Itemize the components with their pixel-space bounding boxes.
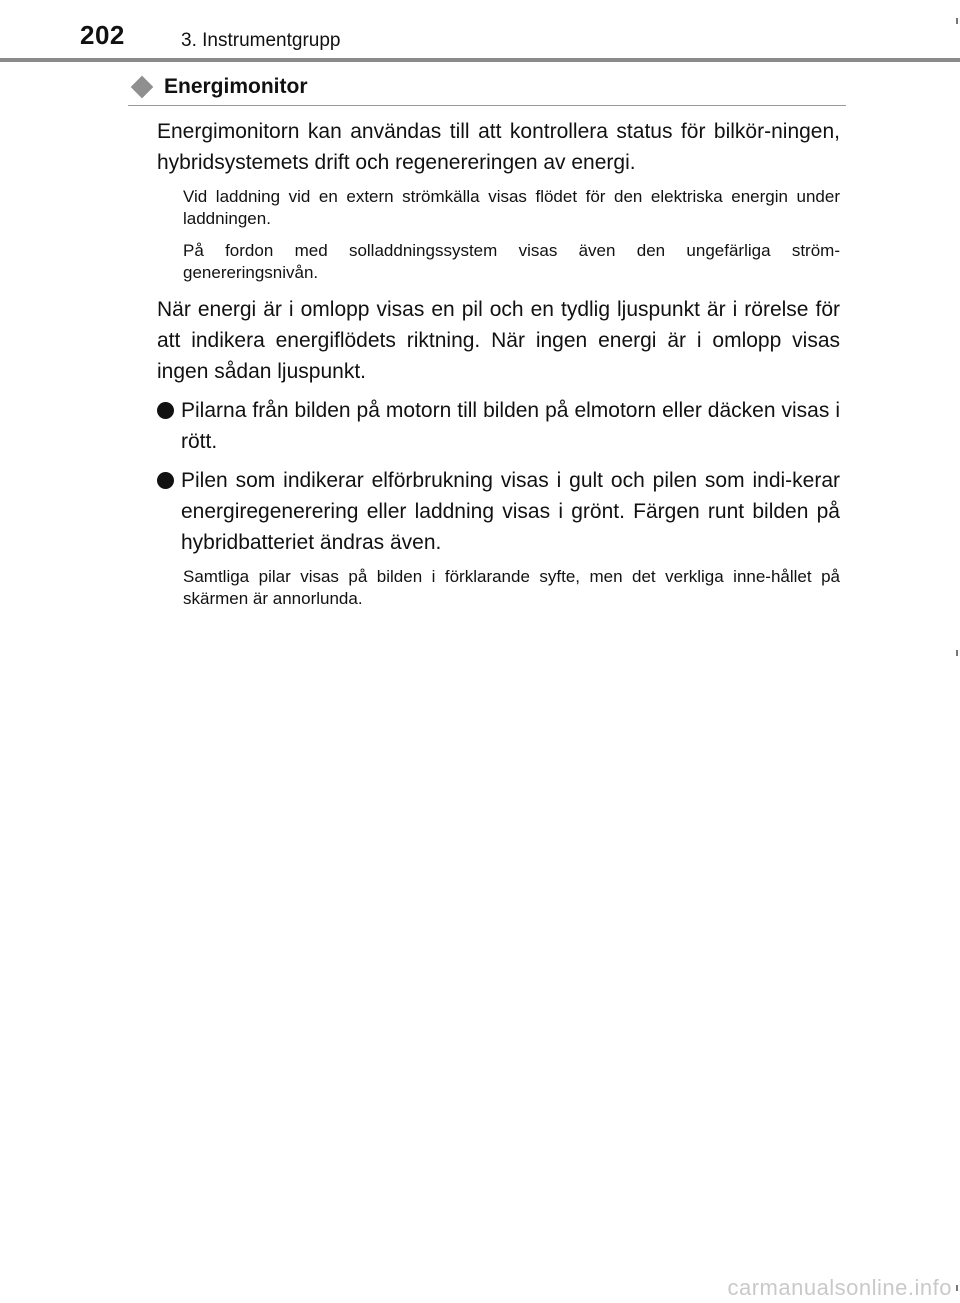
section-body	[157, 116, 840, 620]
bullet-item	[157, 465, 840, 558]
bullet-text: Pilen som indikerar elförbrukning visas i gult och pilen som indi-kerar energiregenerering eller laddning visas i grönt. Färgen runt bilden på hybridbatteriet ändras även.	[181, 469, 840, 554]
note-solar-charging: På fordon med solladdningssystem visas även den ungefärliga ström-genereringsnivån.	[183, 241, 840, 282]
section-title: Energimonitor	[164, 75, 308, 98]
bullet-item	[157, 395, 840, 457]
section-header	[128, 70, 846, 106]
bullet-text: Pilarna från bilden på motorn till bilden på elmotorn eller däcken visas i rött.	[181, 399, 840, 453]
crop-mark	[956, 1285, 958, 1291]
crop-mark	[956, 18, 958, 24]
energy-flow-paragraph: När energi är i omlopp visas en pil och en tydlig ljuspunkt är i rörelse för att indikera energiflödets riktning. När ingen energi är i omlopp visas ingen sådan ljuspunkt.	[157, 298, 840, 383]
diamond-icon	[131, 76, 154, 99]
crop-mark	[956, 650, 958, 656]
page-number: 202	[80, 20, 125, 50]
bullet-dot-icon	[157, 472, 174, 489]
header-rule	[0, 58, 960, 62]
note-illustration: Samtliga pilar visas på bilden i förklarande syfte, men det verkliga inne-hållet på skärmen är annorlunda.	[183, 567, 840, 608]
page-header	[0, 0, 960, 62]
watermark: carmanualsonline.info	[727, 1275, 952, 1300]
section-heading	[128, 70, 846, 106]
intro-paragraph: Energimonitorn kan användas till att kontrollera status för bilkör-ningen, hybridsystemets drift och regenereringen av energi.	[157, 120, 840, 174]
chapter-title: 3. Instrumentgrupp	[181, 30, 341, 51]
bullet-dot-icon	[157, 402, 174, 419]
note-external-charging: Vid laddning vid en extern strömkälla visas flödet för den elektriska energin under laddningen.	[183, 187, 840, 228]
